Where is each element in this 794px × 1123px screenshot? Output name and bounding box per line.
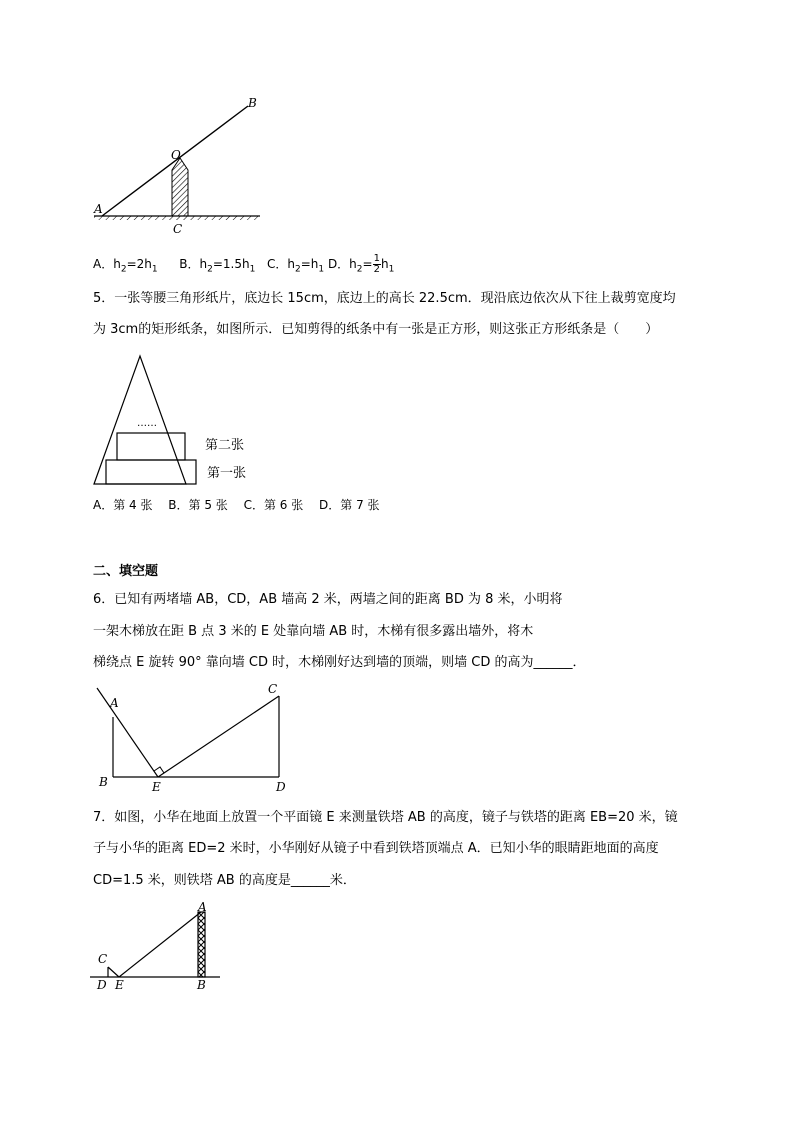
pivot-post [172, 158, 188, 216]
q5-options: A．第 4 张 B．第 5 张 C．第 6 张 D．第 7 张 [93, 498, 380, 512]
q7-line2: 子与小华的距离 ED=2 米时，小华刚好从镜子中看到铁塔顶端点 A．已知小华的眼睛距地面的高度 [93, 841, 659, 856]
q6-line3: 梯绕点 E 旋转 90° 靠向墙 CD 时，木梯刚好达到墙的顶端，则墙 CD 的高为______． [93, 655, 586, 670]
label-C: C [173, 222, 183, 236]
q4-option-a: A．$h_2=2h_1$ [93, 257, 158, 275]
sight-CE [108, 967, 119, 977]
figure-seesaw [88, 96, 268, 236]
strip-first [106, 460, 196, 484]
label-A: A [94, 202, 103, 216]
label-first-strip: 第一张 [207, 466, 247, 481]
fraction-one-half: $\frac{1}{2}$ [373, 253, 380, 275]
label-D: D [276, 780, 286, 794]
section-title: 二、填空题 [93, 564, 159, 579]
label-B: B [248, 96, 257, 110]
label-second-strip: 第二张 [205, 438, 245, 453]
q6-line1: 6．已知有两堵墙 AB，CD，AB 墙高 2 米，两墙之间的距离 BD 为 8 米，小明将 [93, 592, 563, 607]
label-B: B [197, 978, 206, 992]
dots: …… [137, 418, 157, 429]
right-angle-mark [154, 767, 164, 773]
strip-second [117, 433, 185, 460]
ladder-left [97, 688, 158, 777]
q6-line2: 一架木梯放在距 B 点 3 米的 E 处靠向墙 AB 时，木梯有很多露出墙外，将木 [93, 624, 534, 639]
tower-mirror-diagram [90, 900, 230, 992]
tower-AB [198, 912, 205, 977]
walls-ladder-diagram [92, 682, 292, 797]
label-D: D [97, 978, 107, 992]
sight-EA [119, 912, 201, 977]
triangle-diagram [88, 356, 278, 488]
q5-line1: 5．一张等腰三角形纸片，底边长 15cm，底边上的高长 22.5cm．现沿底边依次从下往上裁剪宽度均 [93, 291, 676, 306]
label-E: E [115, 978, 124, 992]
figure-triangle [88, 356, 278, 488]
ladder-right [158, 696, 279, 777]
label-B: B [99, 775, 108, 789]
q7-line3: CD=1.5 米，则铁塔 AB 的高度是______米． [93, 873, 356, 888]
q4-option-c: C．$h_2=h_1$ [266, 257, 325, 275]
seesaw-diagram [88, 96, 268, 236]
q4-options [93, 254, 394, 278]
figure-tower-mirror [90, 900, 230, 992]
q4-option-b: B．$h_2=1.5h_1$ [179, 257, 256, 275]
ground-hatch [94, 216, 260, 220]
q7-line1: 7．如图，小华在地面上放置一个平面镜 E 来测量铁塔 AB 的高度，镜子与铁塔的距离 EB=20 米，镜 [93, 810, 678, 825]
q5-line2: 为 3cm的矩形纸条，如图所示．已知剪得的纸条中有一张是正方形，则这张正方形纸条是（ ） [93, 322, 659, 337]
label-E: E [152, 780, 161, 794]
label-O: O [171, 148, 181, 162]
figure-walls-ladder [92, 682, 292, 797]
label-C: C [268, 682, 278, 696]
q4-option-d: D．$h_2=$ $\frac{1}{2}$ $h_1$ [327, 253, 395, 275]
label-A: A [110, 696, 119, 710]
label-A: A [198, 900, 207, 914]
label-C: C [98, 952, 108, 966]
